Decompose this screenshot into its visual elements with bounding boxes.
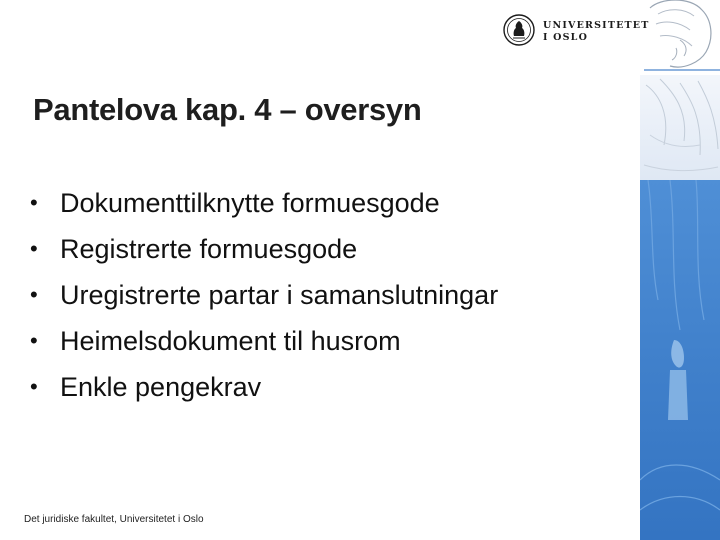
university-name-line1: UNIVERSITETET <box>543 20 650 31</box>
statue-head-sketch <box>640 0 720 75</box>
bullet-text: Dokumenttilknytte formuesgode <box>60 188 440 218</box>
statue-silhouette <box>640 180 720 540</box>
slide-footer: Det juridiske fakultet, Universitetet i Oslo <box>24 514 204 525</box>
slide-title: Pantelova kap. 4 – oversyn <box>33 92 422 127</box>
bullet-dot-icon: • <box>30 328 38 353</box>
side-panel-blue <box>640 180 720 540</box>
bullet-dot-icon: • <box>30 282 38 307</box>
decorative-side-image <box>640 0 720 540</box>
university-seal-icon <box>503 14 535 46</box>
side-panel-top <box>640 0 720 75</box>
bullet-dot-icon: • <box>30 374 38 399</box>
bullet-text: Heimelsdokument til husrom <box>60 326 401 356</box>
side-panel-middle <box>640 75 720 180</box>
university-name <box>543 20 650 44</box>
bullet-dot-icon: • <box>30 236 38 261</box>
folds-sketch <box>640 75 720 180</box>
bullet-text: Registrerte formuesgode <box>60 234 358 264</box>
university-name-line2: I OSLO <box>543 32 589 43</box>
bullet-text: Uregistrerte partar i samanslutningar <box>60 280 499 310</box>
bullet-text: Enkle pengekrav <box>60 372 262 402</box>
university-logo <box>503 14 650 48</box>
bullet-dot-icon: • <box>30 190 38 215</box>
